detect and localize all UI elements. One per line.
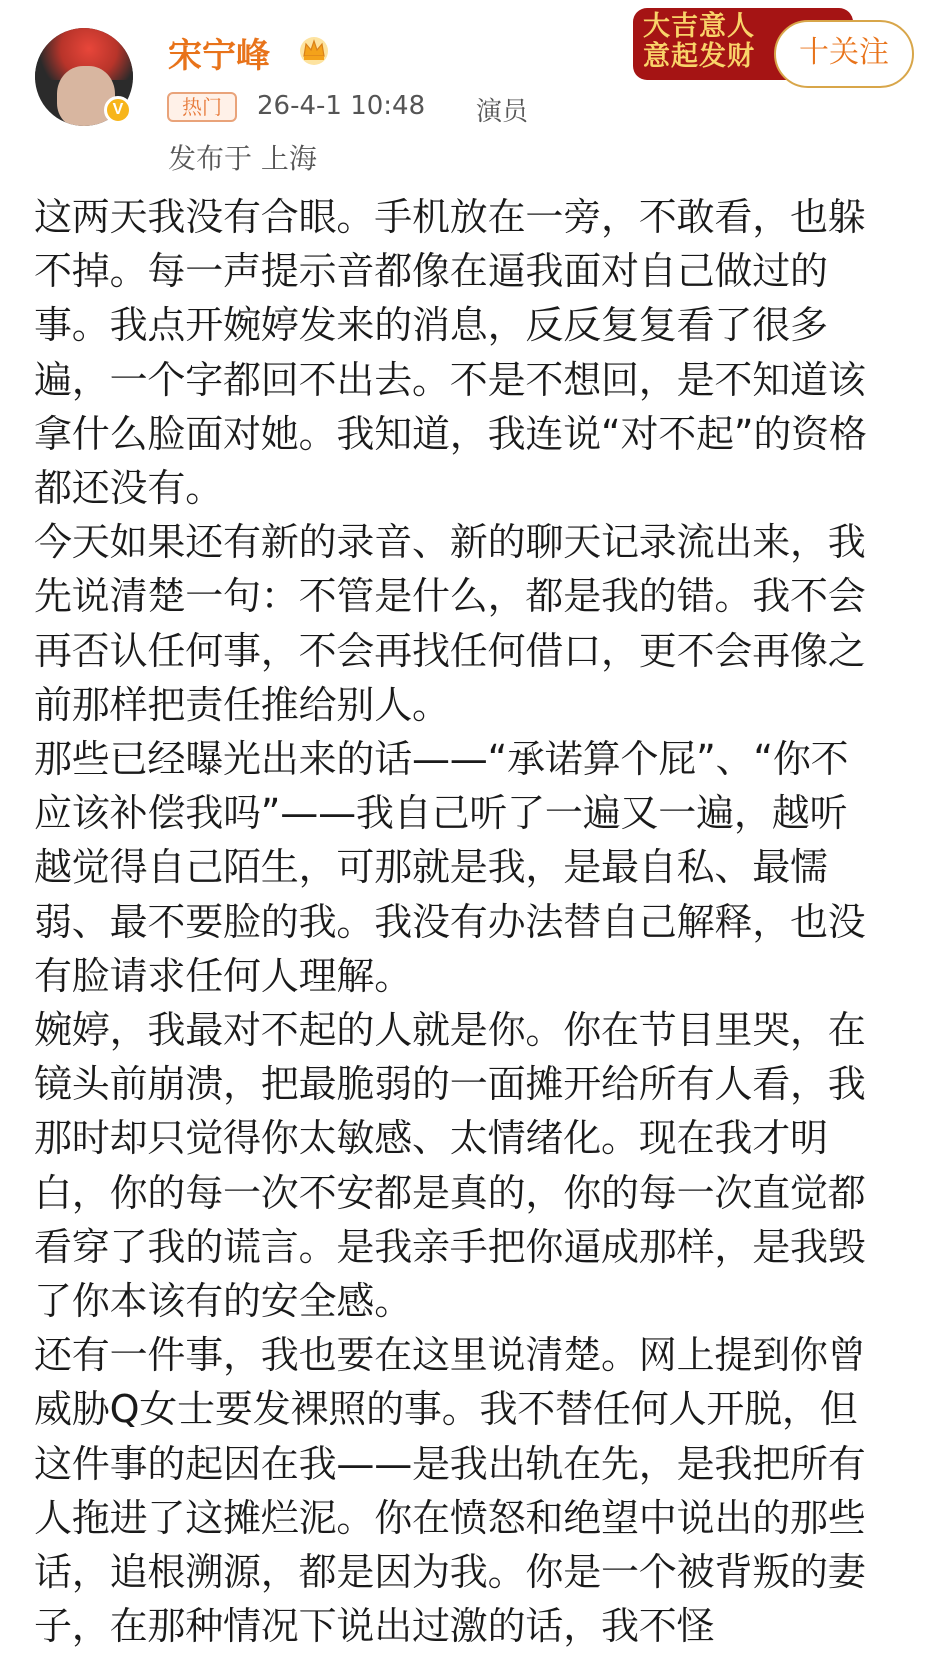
paragraph: 还有一件事，我也要在这里说清楚。网上提到你曾 威胁Q女士要发裸照的事。我不替任何人开脱，但 这件事的起因在我——是我出轨在先，是我把所有 人拖进了这摊烂泥。你在愤怒和绝望中说出的那些 话，追根溯源，都是因为我。你是一个被背叛的妻 子，在那种情况下说出过激的话，我不怪 — [34, 1333, 866, 1649]
paragraph: 那些已经曝光出来的话——“承诺算个屁”、“你不 应该补偿我吗”——我自己听了一遍又一遍，越听 越觉得自己陌生，可那就是我，是最自私、最懦 弱、最不要脸的我。我没有办法替自己解释，也没 有脸请求任何人理解。 — [34, 737, 866, 998]
banner-text: 大吉意人 意起发财 — [643, 11, 755, 72]
author-role: 演员 — [476, 97, 529, 127]
post-header — [0, 0, 946, 185]
crown-icon — [296, 32, 332, 66]
verified-badge-icon: V — [104, 96, 132, 124]
follow-button[interactable]: 十关注 — [774, 20, 914, 88]
username[interactable]: 宋宁峰 — [168, 36, 270, 76]
post-content — [34, 190, 914, 1653]
paragraph: 今天如果还有新的录音、新的聊天记录流出来，我 先说清楚一句：不管是什么，都是我的错。我不会 再否认任何事，不会再找任何借口，更不会再像之 前那样把责任推给别人。 — [34, 520, 866, 727]
hot-badge: 热门 — [167, 92, 237, 122]
paragraph: 这两天我没有合眼。手机放在一旁，不敢看，也躲 不掉。每一声提示音都像在逼我面对自己做过的 事。我点开婉婷发来的消息，反反复复看了很多 遍，一个字都回不出去。不是不想回，是不知道该 拿什么脸面对她。我知道，我连说“对不起”的资格 都还没有。 — [34, 195, 867, 511]
post-location: 发布于 上海 — [168, 142, 317, 175]
post-timestamp: 26-4-1 10:48 — [257, 91, 426, 121]
paragraph: 婉婷，我最对不起的人就是你。你在节目里哭，在 镜头前崩溃，把最脆弱的一面摊开给所有人看，我 那时却只觉得你太敏感、太情绪化。现在我才明 白，你的每一次不安都是真的，你的每一次直觉都 看穿了我的谎言。是我亲手把你逼成那样，是我毁 了你本该有的安全感。 — [34, 1008, 866, 1324]
